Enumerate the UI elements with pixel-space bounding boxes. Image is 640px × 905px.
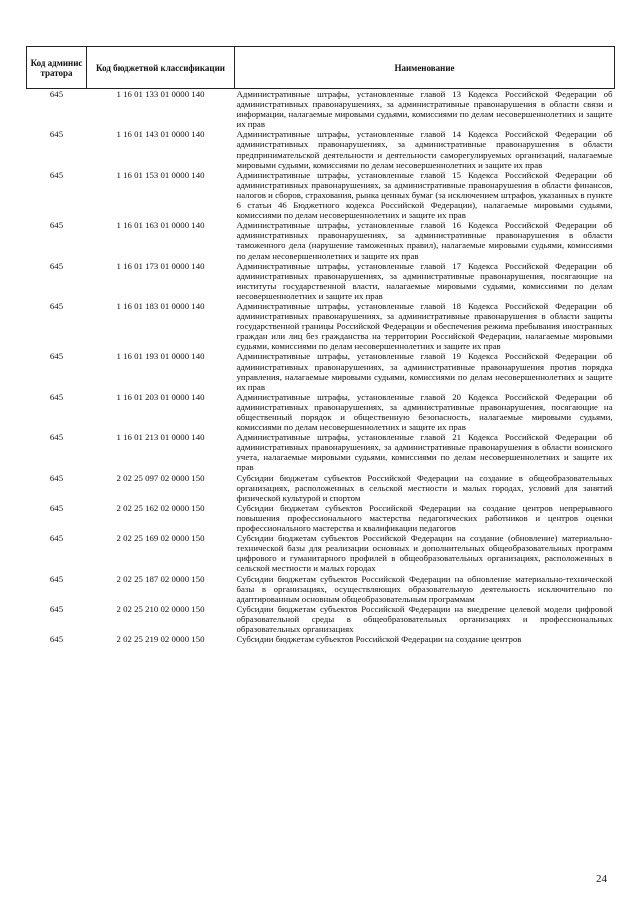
- table-row: [27, 301, 615, 351]
- code-cell: 2 02 25 210 02 0000 150: [116, 603, 205, 614]
- name-cell: Субсидии бюджетам субъектов Российской Федерации на создание центров непрерывного повышения профессионального мастерства педагогических работников и центров оценки профессионального мастерства и квалификации педагогов: [236, 502, 613, 534]
- admin-cell: 645: [49, 502, 64, 513]
- name-cell: Административные штрафы, установленные главой 18 Кодекса Российской Федерации об административных правонарушениях, за административные правонарушения в области защиты государственной границы Российской Федерации и обеспечения режима пребывания иностранных граждан или лиц без гражданства на территории Российской Федерации, налагаемые мировыми судьями, комиссиями по делам несовершеннолетних и защите их прав: [236, 300, 613, 352]
- header-code: Код бюджетной классификации: [87, 47, 235, 89]
- code-cell: 2 02 25 162 02 0000 150: [116, 502, 205, 513]
- table-row: [27, 574, 615, 604]
- admin-cell: 645: [49, 432, 64, 443]
- admin-cell: 645: [49, 391, 64, 402]
- name-cell: Административные штрафы, установленные главой 20 Кодекса Российской Федерации об административных правонарушениях, за административные правонарушения, посягающие на общественный порядок и общественную безопасность, налагаемые мировыми судьями, комиссиями по делам несовершеннолетних и защите их прав: [236, 391, 613, 433]
- table-row: [27, 503, 615, 533]
- table-row: [27, 604, 615, 634]
- table-row: [27, 89, 615, 130]
- table-row: [27, 432, 615, 472]
- admin-cell: 645: [49, 351, 64, 362]
- name-cell: Административные штрафы, установленные главой 15 Кодекса Российской Федерации об административных правонарушениях, за административные правонарушения в области финансов, налогов и сборов, страхования, рынка ценных бумаг (за исключением штрафов, указанных в пункте 6 статьи 46 Бюджетного кодекса Российской Федерации), налагаемые мировыми судьями, комиссиями по делам несовершеннолетних и защите их прав: [236, 169, 613, 221]
- code-cell: 1 16 01 143 01 0000 140: [116, 129, 205, 140]
- document-page: [26, 46, 614, 644]
- table-row: [27, 129, 615, 169]
- code-cell: 1 16 01 153 01 0000 140: [116, 169, 205, 180]
- name-cell: Субсидии бюджетам субъектов Российской Федерации на создание центров: [236, 634, 522, 645]
- name-cell: Субсидии бюджетам субъектов Российской Федерации на обновление материально-технической базы в организациях, осуществляющих образовательную деятельность исключительно по адаптированным основным общеобразовательным программам: [236, 573, 613, 604]
- admin-cell: 645: [49, 573, 64, 584]
- table-row: [27, 392, 615, 432]
- code-cell: 1 16 01 213 01 0000 140: [116, 432, 205, 443]
- name-cell: Административные штрафы, установленные главой 14 Кодекса Российской Федерации об административных правонарушениях, за административные правонарушения в области предпринимательской деятельности и деятельности саморегулируемых организаций, налагаемые мировыми судьями, комиссиями по делам несовершеннолетних и защите их прав: [236, 129, 613, 170]
- admin-cell: 645: [49, 169, 64, 180]
- name-cell: Административные штрафы, установленные главой 17 Кодекса Российской Федерации об административных правонарушениях, за административные правонарушения, посягающие на институты государственной власти, налагаемые мировыми судьями, комиссиями по делам несовершеннолетних и защите их прав: [236, 260, 613, 301]
- admin-cell: 645: [49, 260, 64, 271]
- code-cell: 1 16 01 173 01 0000 140: [116, 260, 205, 271]
- code-cell: 2 02 25 097 02 0000 150: [116, 472, 205, 483]
- table-row: [27, 533, 615, 573]
- name-cell: Административные штрафы, установленные главой 21 Кодекса Российской Федерации об административных правонарушениях, за административные правонарушения в области воинского учета, налагаемые мировыми судьями, комиссиями по делам несовершеннолетних и защите их прав: [236, 432, 613, 473]
- table-row: [27, 634, 615, 644]
- admin-cell: 645: [49, 300, 64, 311]
- code-cell: 1 16 01 203 01 0000 140: [116, 391, 205, 402]
- admin-cell: 645: [49, 220, 64, 231]
- admin-cell: 645: [49, 603, 64, 614]
- code-cell: 1 16 01 193 01 0000 140: [116, 351, 205, 362]
- name-cell: Субсидии бюджетам субъектов Российской Федерации на внедрение целевой модели цифровой образовательной среды в общеобразовательных организациях и профессиональных образовательных организациях: [236, 603, 613, 634]
- code-cell: 1 16 01 163 01 0000 140: [116, 220, 205, 231]
- admin-cell: 645: [49, 472, 64, 483]
- name-cell: Субсидии бюджетам субъектов Российской Федерации на создание (обновление) материально-технической базы для реализации основных и дополнительных общеобразовательных программ цифрового и гуманитарного профилей в общеобразовательных организациях, расположенных в сельской местности и малых городах: [236, 533, 613, 574]
- code-cell: 2 02 25 169 02 0000 150: [116, 533, 205, 544]
- name-cell: Административные штрафы, установленные главой 16 Кодекса Российской Федерации об административных правонарушениях, за административные правонарушения в области таможенного дела (нарушение таможенных правил), налагаемые мировыми судьями, комиссиями по делам несовершеннолетних и защите их прав: [236, 220, 613, 261]
- code-cell: 1 16 01 133 01 0000 140: [116, 89, 205, 99]
- table-row: [27, 351, 615, 391]
- code-cell: 2 02 25 187 02 0000 150: [116, 573, 205, 584]
- name-cell: Административные штрафы, установленные главой 19 Кодекса Российской Федерации об административных правонарушениях, за административные правонарушения против порядка управления, налагаемые мировыми судьями, комиссиями по делам несовершеннолетних и защите их прав: [236, 351, 613, 392]
- name-cell: Административные штрафы, установленные главой 13 Кодекса Российской Федерации об административных правонарушениях, за административные правонарушения в области связи и информации, налагаемые мировыми судьями, комиссиями по делам несовершеннолетних и защите их прав: [236, 89, 613, 130]
- table-row: [27, 261, 615, 301]
- table-row: [27, 220, 615, 260]
- budget-codes-table: [26, 46, 615, 644]
- header-name: Наименование: [235, 47, 615, 89]
- header-admin: Код админис тратора: [27, 47, 87, 89]
- table-row: [27, 473, 615, 503]
- admin-cell: 645: [49, 89, 64, 99]
- name-cell: Субсидии бюджетам субъектов Российской Федерации на создание в общеобразовательных организациях, расположенных в сельской местности и малых городах, условий для занятий физической культурой и спортом: [236, 472, 613, 503]
- admin-cell: 645: [49, 533, 64, 544]
- admin-cell: 645: [49, 129, 64, 140]
- code-cell: 1 16 01 183 01 0000 140: [116, 300, 205, 311]
- table-body: [27, 89, 615, 645]
- table-row: [27, 170, 615, 220]
- page-number: 24: [596, 873, 607, 885]
- table-header-row: [27, 47, 615, 89]
- admin-cell: 645: [49, 634, 64, 645]
- code-cell: 2 02 25 219 02 0000 150: [116, 634, 205, 645]
